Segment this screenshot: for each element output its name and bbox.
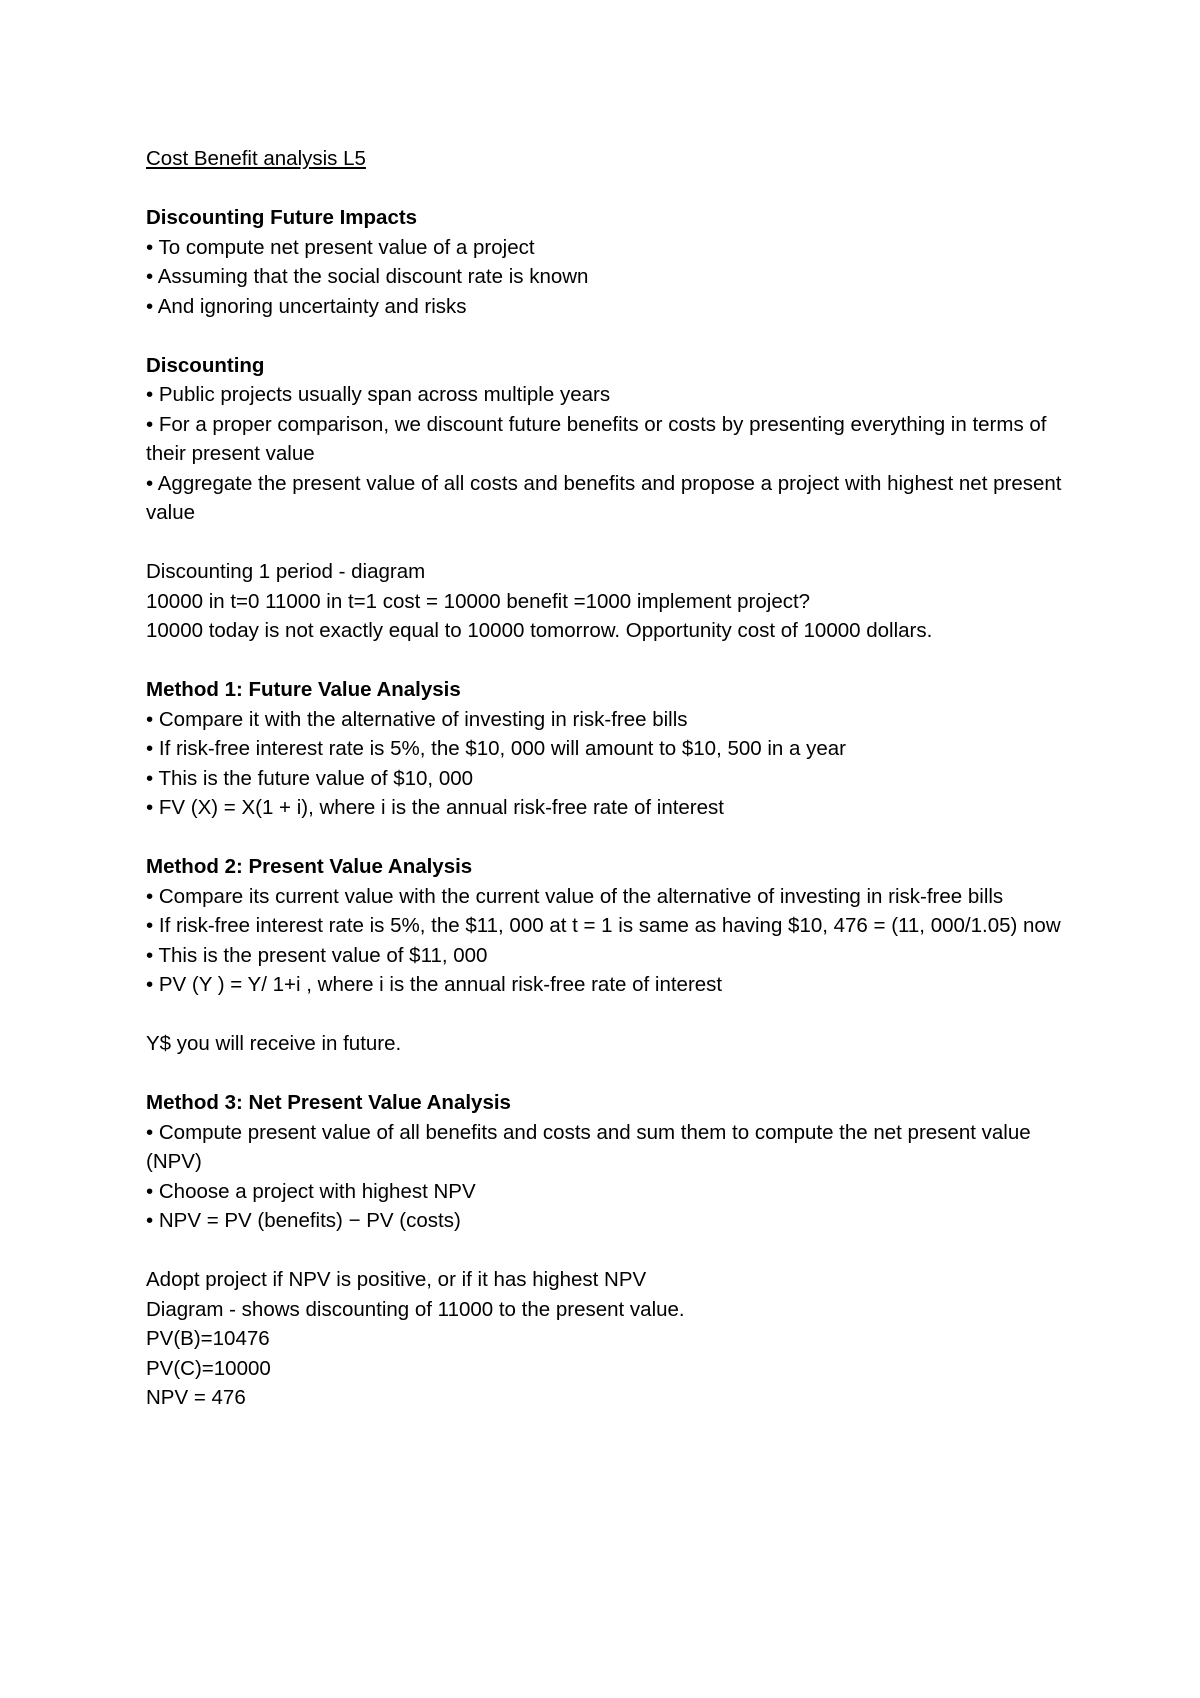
bullet-item: • Compare it with the alternative of investing in risk-free bills xyxy=(146,707,688,731)
note-line: PV(B)=10476 xyxy=(146,1327,270,1350)
note-line: 10000 in t=0 11000 in t=1 cost = 10000 benefit =1000 implement project? xyxy=(146,589,811,613)
bullet-item: • Compare its current value with the current value of the alternative of investing in risk-free bills xyxy=(146,884,1004,908)
bullet-item: • This is the future value of $10, 000 xyxy=(146,766,474,790)
section-heading: Method 3: Net Present Value Analysis xyxy=(146,1091,511,1114)
note-line: Y$ you will receive in future. xyxy=(146,1032,402,1055)
bullet-item: • This is the present value of $11, 000 xyxy=(146,943,488,967)
spacer xyxy=(146,528,1066,558)
spacer xyxy=(146,1059,1066,1089)
section-discounting-future-impacts xyxy=(146,203,1066,321)
bullet-item: • If risk-free interest rate is 5%, the $11, 000 at t = 1 is same as having $10, 476 = (11, 000/1.05) now xyxy=(146,914,1061,937)
note-line: Adopt project if NPV is positive, or if it has highest NPV xyxy=(146,1268,647,1291)
bullet-item: • And ignoring uncertainty and risks xyxy=(146,294,467,318)
bullet-item: • To compute net present value of a project xyxy=(146,235,535,259)
spacer xyxy=(146,646,1066,676)
note-line: PV(C)=10000 xyxy=(146,1356,271,1380)
bullet-item: • PV (Y ) = Y/ 1+i , where i is the annual risk-free rate of interest xyxy=(146,973,723,996)
section-heading: Discounting Future Impacts xyxy=(146,206,418,229)
bullet-item: • If risk-free interest rate is 5%, the $10, 000 will amount to $10, 500 in a year xyxy=(146,737,846,760)
spacer xyxy=(146,1000,1066,1030)
spacer xyxy=(146,823,1066,853)
section-heading: Discounting xyxy=(146,353,265,377)
note-line: NPV = 476 xyxy=(146,1386,246,1409)
spacer xyxy=(146,174,1066,204)
bullet-item: • NPV = PV (benefits) − PV (costs) xyxy=(146,1209,461,1232)
section-discounting xyxy=(146,351,1066,528)
section-heading: Method 1: Future Value Analysis xyxy=(146,678,461,701)
document-page xyxy=(146,144,1066,1413)
section-method-2 xyxy=(146,852,1066,1000)
spacer xyxy=(146,1236,1066,1266)
note-line: 10000 today is not exactly equal to 10000 tomorrow. Opportunity cost of 10000 dollars. xyxy=(146,619,933,642)
note-line: Discounting 1 period - diagram xyxy=(146,560,426,583)
section-discounting-one-period xyxy=(146,557,1066,646)
bullet-item: • Assuming that the social discount rate is known xyxy=(146,265,589,288)
section-heading: Method 2: Present Value Analysis xyxy=(146,855,473,878)
bullet-item: • For a proper comparison, we discount future benefits or costs by presenting everything in terms of their present value xyxy=(146,412,1047,465)
section-future-note xyxy=(146,1029,1066,1059)
section-conclusion xyxy=(146,1265,1066,1413)
spacer xyxy=(146,321,1066,351)
bullet-item: • Public projects usually span across multiple years xyxy=(146,383,611,406)
bullet-item: • Compute present value of all benefits and costs and sum them to compute the net present value (NPV) xyxy=(146,1120,1031,1173)
section-method-1 xyxy=(146,675,1066,823)
note-line: Diagram - shows discounting of 11000 to the present value. xyxy=(146,1297,685,1321)
bullet-item: • FV (X) = X(1 + i), where i is the annual risk-free rate of interest xyxy=(146,796,724,819)
bullet-item: • Choose a project with highest NPV xyxy=(146,1179,476,1203)
document-title: Cost Benefit analysis L5 xyxy=(146,147,366,170)
bullet-item: • Aggregate the present value of all costs and benefits and propose a project with highest net present value xyxy=(146,471,1062,524)
section-method-3 xyxy=(146,1088,1066,1236)
